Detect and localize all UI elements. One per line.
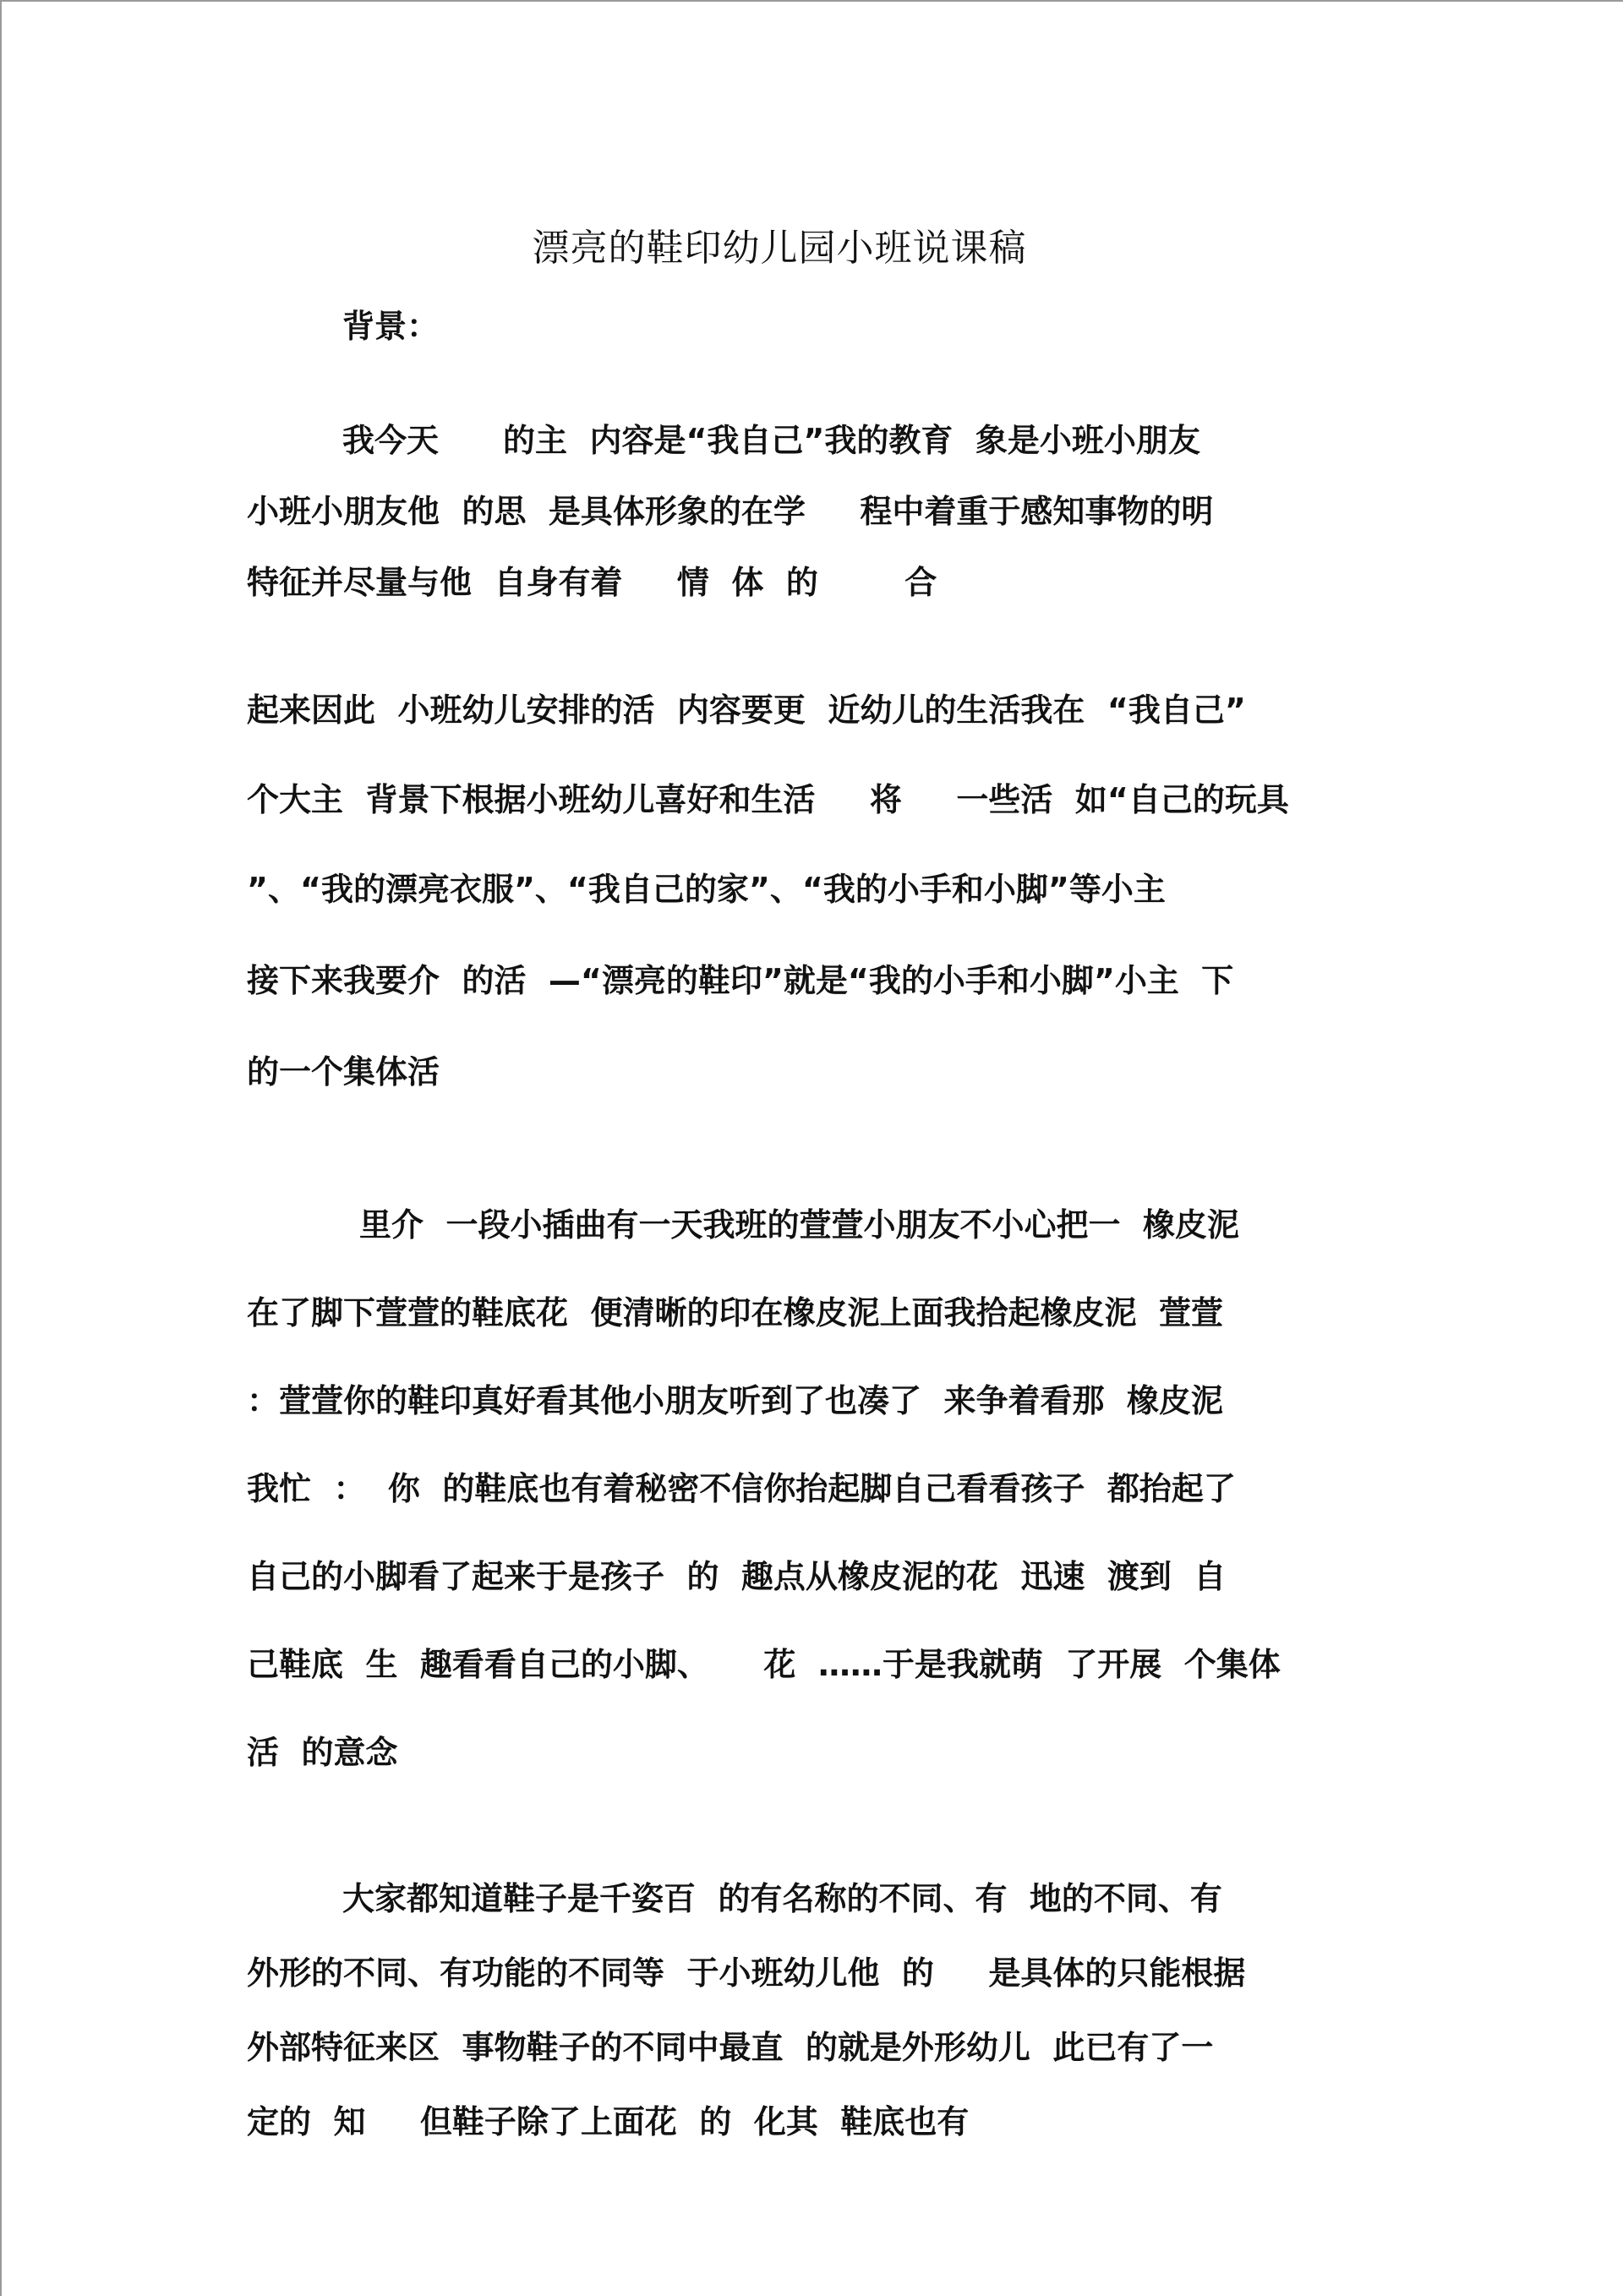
paragraph-2-line-1: 起来因此 小班幼儿安排的活 内容要更 近幼儿的生活我在 “我自己”	[247, 692, 1246, 729]
paragraph-3-line-2: 在了脚下萱萱的鞋底花 便清晰的印在橡皮泥上面我拾起橡皮泥 萱萱	[247, 1294, 1223, 1331]
paragraph-4-line-2: 外形的不同、有功能的不同等 于小班幼儿他 的 是具体的只能根据	[247, 1954, 1246, 1992]
paragraph-2-line-5: 的一个集体活	[247, 1053, 440, 1091]
document-title: 漂亮的鞋印幼儿园小班说课稿	[532, 227, 1027, 270]
paragraph-3-line-1: 里介 一段小插曲有一天我班的萱萱小朋友不小心把一 橡皮泥	[359, 1206, 1239, 1244]
paragraph-2-line-3: ”、“我的漂亮衣服”、“我自己的家”、“我的小手和小脚”等小主	[247, 871, 1166, 908]
paragraph-1-line-3: 特征并尽量与他 自身有着 情 体 的 合	[247, 564, 937, 601]
paragraph-2-line-2: 个大主 背景下根据小班幼儿喜好和生活 将 一些活 如“自己的玩具	[247, 781, 1289, 818]
paragraph-3-line-7: 活 的意念	[247, 1734, 398, 1771]
paragraph-3-line-6: 己鞋底 生 趣看看自己的小脚、 花 ……于是我就萌 了开展 个集体	[247, 1646, 1281, 1683]
paragraph-1-line-1: 我今天 的主 内容是“我自己”我的教育 象是小班小朋友	[342, 422, 1200, 459]
paragraph-3-line-3: ：萱萱你的鞋印真好看其他小朋友听到了也凑了 来争着看那 橡皮泥	[247, 1382, 1223, 1419]
paragraph-4-line-3: 外部特征来区 事物鞋子的不同中最直 的就是外形幼儿 此已有了一	[247, 2029, 1214, 2066]
paragraph-4-line-4: 定的 知 但鞋子除了上面花 的 化其 鞋底也有	[247, 2103, 970, 2140]
paragraph-4-line-1: 大家都知道鞋子是千姿百 的有名称的不同、有 地的不同、有	[342, 1880, 1222, 1917]
paragraph-3-line-5: 自己的小脚看了起来于是孩子 的 趣点从橡皮泥的花 迅速 渡到 自	[247, 1558, 1227, 1595]
paragraph-2-line-4: 接下来我要介 的活 —“漂亮的鞋印”就是“我的小手和小脚”小主 下	[247, 962, 1234, 999]
section-label: 背景：	[342, 308, 440, 345]
paragraph-3-line-4: 我忙 ： 你 的鞋底也有着秘密不信你抬起脚自己看看孩子 都抬起了	[247, 1470, 1236, 1507]
paragraph-1-line-2: 小班小朋友他 的思 是具体形象的在学 程中着重于感知事物的明	[247, 493, 1214, 530]
